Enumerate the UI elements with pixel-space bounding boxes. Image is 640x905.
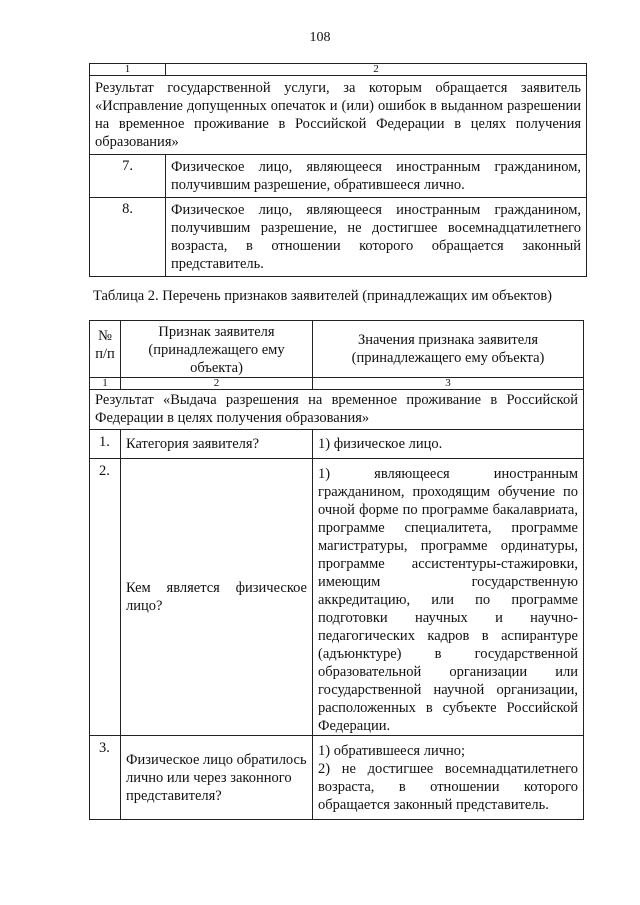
applicant-attributes-table [89, 320, 584, 820]
column-number: 1 [90, 64, 166, 76]
table-row [90, 155, 587, 198]
column-number: 1 [90, 378, 121, 390]
row-number: 8. [90, 198, 166, 277]
column-number: 2 [121, 378, 313, 390]
row-attribute: Физическое лицо обратилось лично или через законного представителя? [121, 736, 313, 820]
row-values [313, 736, 584, 820]
result-text: Результат «Выдача разрешения на временное проживание в Российской Федерации в целях получения образования» [90, 390, 584, 430]
page-number: 108 [309, 30, 331, 45]
row-value: 1) являющееся иностранным гражданином, проходящим обучение по очной форме по программе бакалавриата, программе специалитета, программе магистратуры, программе ординатуры, программе ассистентуры-стажировки, имеющим государственную аккредитацию, или по программе подготовки научных и научно-педагогических кадров в аспирантуре (адъюнктуре) в государственной образовательной организации или государственной научной организации, расположенных в субъекте Российской Федерации. [313, 459, 584, 736]
row-text: Физическое лицо, являющееся иностранным гражданином, получившим разрешение, обратившееся лично. [166, 155, 587, 198]
result-row [90, 390, 584, 430]
table-row [90, 736, 584, 820]
header-num: № п/п [90, 321, 121, 378]
row-text: Физическое лицо, являющееся иностранным гражданином, получившим разрешение, не достигшее восемнадцатилетнего возраста, в отношении которого обращается законный представитель. [166, 198, 587, 277]
column-numbers-row [90, 64, 587, 76]
column-number: 2 [166, 64, 587, 76]
table-row [90, 430, 584, 459]
row-number: 3. [90, 736, 121, 820]
table-row [90, 198, 587, 277]
header-attribute: Признак заявителя (принадлежащего ему объекта) [121, 321, 313, 378]
result-text: Результат государственной услуги, за которым обращается заявитель «Исправление допущенных опечаток и (или) ошибок в выданном разрешении на временное проживание в Российской Федерации в целях получения образования» [90, 76, 587, 155]
column-numbers-row [90, 378, 584, 390]
row-value: 1) обратившееся лично; [318, 742, 466, 759]
row-attribute: Категория заявителя? [121, 430, 313, 459]
header-row [90, 321, 584, 378]
row-number: 7. [90, 155, 166, 198]
result-row [90, 76, 587, 155]
table-caption: Таблица 2. Перечень признаков заявителей (принадлежащих им объектов) [93, 288, 552, 304]
row-number: 1. [90, 430, 121, 459]
applicant-results-table [89, 63, 587, 277]
row-value: 1) физическое лицо. [313, 430, 584, 459]
table-row [90, 459, 584, 736]
row-number: 2. [90, 459, 121, 736]
header-values: Значения признака заявителя (принадлежащего ему объекта) [313, 321, 584, 378]
column-number: 3 [313, 378, 584, 390]
row-attribute: Кем является физическое лицо? [121, 459, 313, 736]
row-value: 2) не достигшее восемнадцатилетнего возраста, в отношении которого обращается законный представитель. [318, 760, 578, 813]
